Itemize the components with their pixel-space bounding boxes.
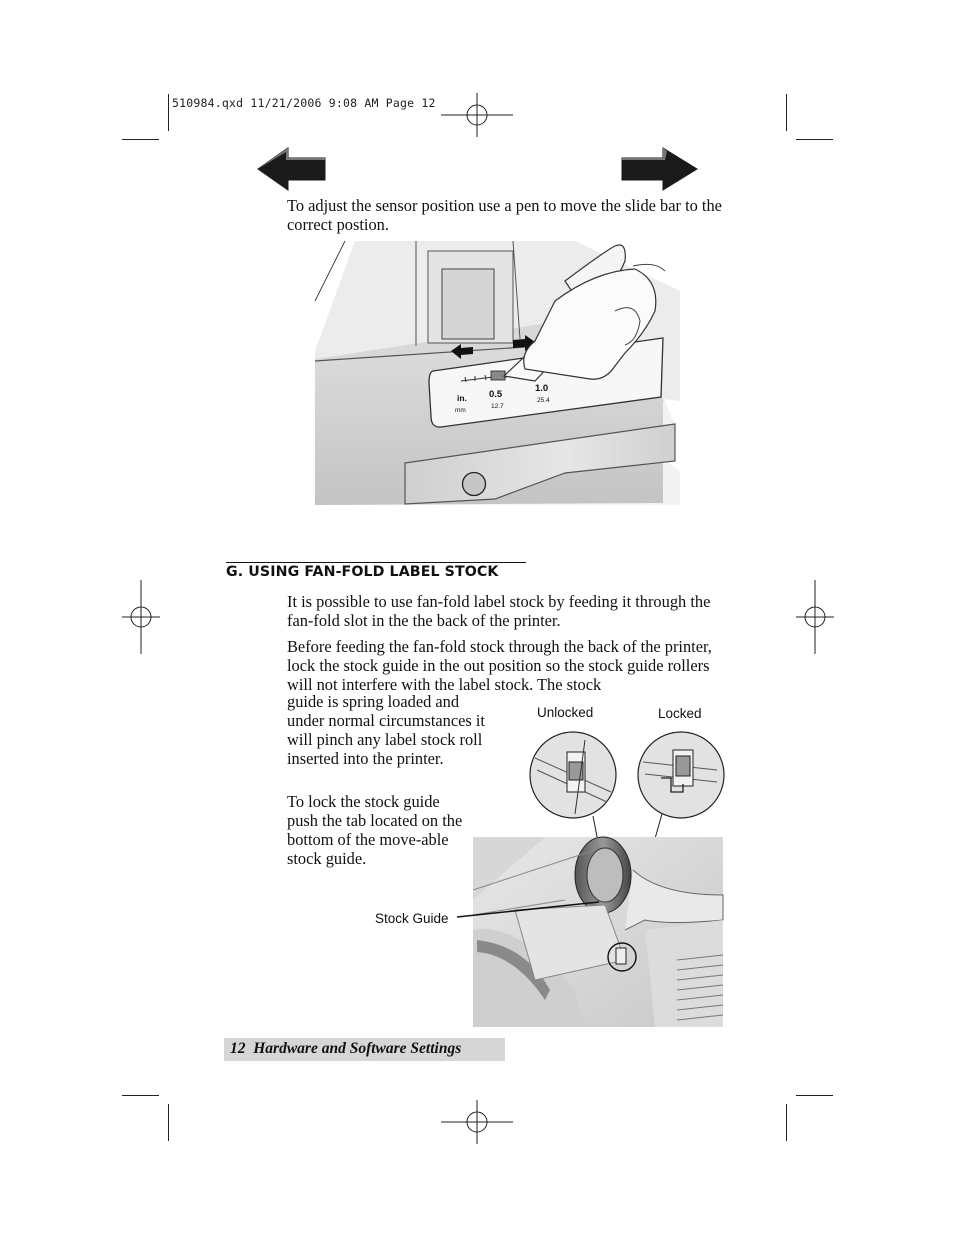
paragraph-spring-loaded: guide is spring loaded and under normal circumstances it will pinch any label stock roll inserted into the printer.: [287, 692, 485, 768]
registration-mark-top: [441, 93, 513, 137]
scale-mark-half-in: 0.5: [489, 389, 503, 400]
scale-mark-one-in: 1.0: [535, 383, 549, 394]
stock-guide-illustration: [455, 730, 725, 1030]
scale-mark-half-mm: 12.7: [491, 403, 504, 410]
intro-paragraph: To adjust the sensor position use a pen to move the slide bar to the correct postion.: [287, 196, 722, 234]
registration-mark-right: [796, 580, 834, 654]
label-stock-guide: Stock Guide: [375, 911, 449, 926]
scale-label-mm: mm: [455, 407, 466, 414]
scale-label-in: in.: [457, 393, 467, 403]
paragraph-before-feeding: Before feeding the fan-fold stock through the back of the printer, lock the stock guide in the out position so the stock guide rollers will not interfere with the label stock. The stock: [287, 637, 712, 694]
paragraph-fanfold-intro: It is possible to use fan-fold label stock by feeding it through the fan-fold slot in the the back of the printer.: [287, 592, 711, 630]
footer: [230, 1040, 461, 1058]
left-arrow-icon[interactable]: [255, 146, 327, 192]
section-rule: [226, 562, 526, 563]
section-heading: G. USING FAN-FOLD LABEL STOCK: [226, 564, 499, 580]
registration-mark-left: [122, 580, 160, 654]
footer-title: Hardware and Software Settings: [253, 1040, 462, 1057]
label-locked: Locked: [658, 706, 702, 721]
registration-mark-bottom: [441, 1100, 513, 1144]
label-unlocked: Unlocked: [537, 705, 594, 720]
right-arrow-icon[interactable]: [621, 146, 699, 192]
footer-page-number: 12: [230, 1040, 246, 1057]
paragraph-lock-guide: To lock the stock guide push the tab located on the bottom of the move-able stock guide.: [287, 792, 463, 868]
sensor-adjust-illustration: [315, 241, 680, 505]
scale-mark-one-mm: 25.4: [537, 397, 550, 404]
print-slug-line: 510984.qxd 11/21/2006 9:08 AM Page 12: [172, 96, 436, 110]
